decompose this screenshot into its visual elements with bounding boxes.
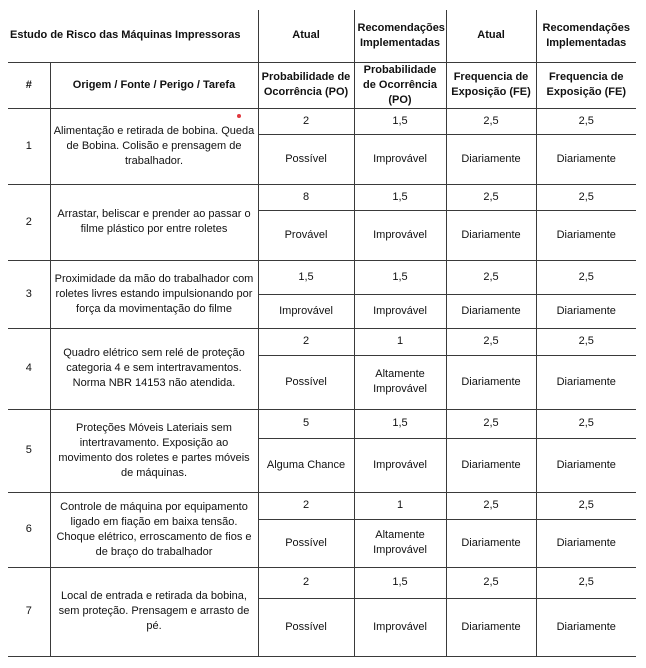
table-row: [8, 492, 636, 519]
value-po-atual: 5: [258, 409, 354, 438]
value-po-atual: 8: [258, 184, 354, 210]
value-po-atual: 2: [258, 492, 354, 519]
label-fe-atual: Diariamente: [446, 210, 536, 260]
label-fe-atual: Diariamente: [446, 294, 536, 328]
label-po-recomendacoes: Improvável: [354, 598, 446, 656]
value-fe-atual: 2,5: [446, 409, 536, 438]
value-fe-atual: 2,5: [446, 567, 536, 598]
column-header-number: #: [8, 62, 50, 108]
value-fe-recomendacoes: 2,5: [536, 108, 636, 134]
label-po-recomendacoes: Improvável: [354, 294, 446, 328]
label-po-recomendacoes: Improvável: [354, 438, 446, 492]
row-number: 2: [8, 184, 50, 260]
value-fe-atual: 2,5: [446, 260, 536, 294]
group-header-atual-fe: Atual: [446, 10, 536, 62]
group-header-recomendacoes-fe: Recomendações Implementadas: [536, 10, 636, 62]
value-po-recomendacoes: 1: [354, 328, 446, 355]
value-fe-recomendacoes: 2,5: [536, 184, 636, 210]
label-fe-recomendacoes: Diariamente: [536, 355, 636, 409]
label-po-atual: Alguma Chance: [258, 438, 354, 492]
column-header-origin: Origem / Fonte / Perigo / Tarefa: [50, 62, 258, 108]
value-fe-recomendacoes: 2,5: [536, 328, 636, 355]
table-row: [8, 184, 636, 210]
label-po-recomendacoes: Altamente Improvável: [354, 519, 446, 567]
row-description: Controle de máquina por equipamento ligado em fiação em baixa tensão. Choque elétrico, erroscamento de fios e de braço do trabalhador: [50, 492, 258, 567]
label-fe-atual: Diariamente: [446, 355, 536, 409]
value-fe-atual: 2,5: [446, 108, 536, 134]
risk-table: [8, 10, 636, 657]
label-fe-recomendacoes: Diariamente: [536, 294, 636, 328]
label-po-recomendacoes: Improvável: [354, 210, 446, 260]
value-fe-atual: 2,5: [446, 328, 536, 355]
value-po-recomendacoes: 1,5: [354, 567, 446, 598]
value-po-atual: 2: [258, 567, 354, 598]
label-fe-atual: Diariamente: [446, 438, 536, 492]
red-dot-mark: [237, 114, 241, 118]
row-number: 5: [8, 409, 50, 492]
column-header-po-atual: Probabilidade de Ocorrência (PO): [258, 62, 354, 108]
table-row: [8, 108, 636, 134]
value-fe-recomendacoes: 2,5: [536, 492, 636, 519]
value-fe-atual: 2,5: [446, 184, 536, 210]
table-row: [8, 260, 636, 294]
column-header-po-recomendacoes: Probabilidade de Ocorrência (PO): [354, 62, 446, 108]
value-po-atual: 1,5: [258, 260, 354, 294]
table-title: Estudo de Risco das Máquinas Impressoras: [8, 10, 258, 62]
value-po-atual: 2: [258, 108, 354, 134]
value-fe-recomendacoes: 2,5: [536, 567, 636, 598]
value-po-recomendacoes: 1: [354, 492, 446, 519]
label-fe-atual: Diariamente: [446, 134, 536, 184]
group-header-atual-po: Atual: [258, 10, 354, 62]
row-number: 7: [8, 567, 50, 656]
column-header-fe-recomendacoes: Frequencia de Exposição (FE): [536, 62, 636, 108]
value-po-recomendacoes: 1,5: [354, 184, 446, 210]
value-po-atual: 2: [258, 328, 354, 355]
header-row-columns: [8, 62, 636, 108]
row-description: Alimentação e retirada de bobina. Queda de Bobina. Colisão e prensagem de trabalhador.: [50, 108, 258, 184]
label-fe-recomendacoes: Diariamente: [536, 134, 636, 184]
row-description: Arrastar, beliscar e prender ao passar o filme plástico por entre roletes: [50, 184, 258, 260]
label-po-recomendacoes: Altamente Improvável: [354, 355, 446, 409]
group-header-recomendacoes-po: Recomendações Implementadas: [354, 10, 446, 62]
row-number: 6: [8, 492, 50, 567]
row-number: 1: [8, 108, 50, 184]
row-description: Quadro elétrico sem relé de proteção categoria 4 e sem intertravamentos. Norma NBR 14153 não atendida.: [50, 328, 258, 409]
value-fe-recomendacoes: 2,5: [536, 260, 636, 294]
label-po-atual: Possível: [258, 519, 354, 567]
table-row: [8, 567, 636, 598]
table-row: [8, 328, 636, 355]
row-description: Local de entrada e retirada da bobina, sem proteção. Prensagem e arrasto de pé.: [50, 567, 258, 656]
row-description: Proteções Móveis Lateriais sem intertravamento. Exposição ao movimento dos roletes e partes móveis de máquinas.: [50, 409, 258, 492]
label-po-atual: Possível: [258, 134, 354, 184]
label-fe-recomendacoes: Diariamente: [536, 438, 636, 492]
label-po-atual: Improvável: [258, 294, 354, 328]
header-row-groups: [8, 10, 636, 62]
value-po-recomendacoes: 1,5: [354, 108, 446, 134]
label-po-atual: Possível: [258, 598, 354, 656]
value-po-recomendacoes: 1,5: [354, 409, 446, 438]
row-number: 4: [8, 328, 50, 409]
table-row: [8, 409, 636, 438]
value-po-recomendacoes: 1,5: [354, 260, 446, 294]
label-po-atual: Provável: [258, 210, 354, 260]
label-fe-atual: Diariamente: [446, 519, 536, 567]
column-header-fe-atual: Frequencia de Exposição (FE): [446, 62, 536, 108]
row-description: Proximidade da mão do trabalhador com roletes livres estando impulsionando por força da movimentação do filme: [50, 260, 258, 328]
value-fe-recomendacoes: 2,5: [536, 409, 636, 438]
value-fe-atual: 2,5: [446, 492, 536, 519]
label-po-recomendacoes: Improvável: [354, 134, 446, 184]
label-fe-recomendacoes: Diariamente: [536, 598, 636, 656]
label-fe-recomendacoes: Diariamente: [536, 210, 636, 260]
label-fe-atual: Diariamente: [446, 598, 536, 656]
label-po-atual: Possível: [258, 355, 354, 409]
row-number: 3: [8, 260, 50, 328]
label-fe-recomendacoes: Diariamente: [536, 519, 636, 567]
